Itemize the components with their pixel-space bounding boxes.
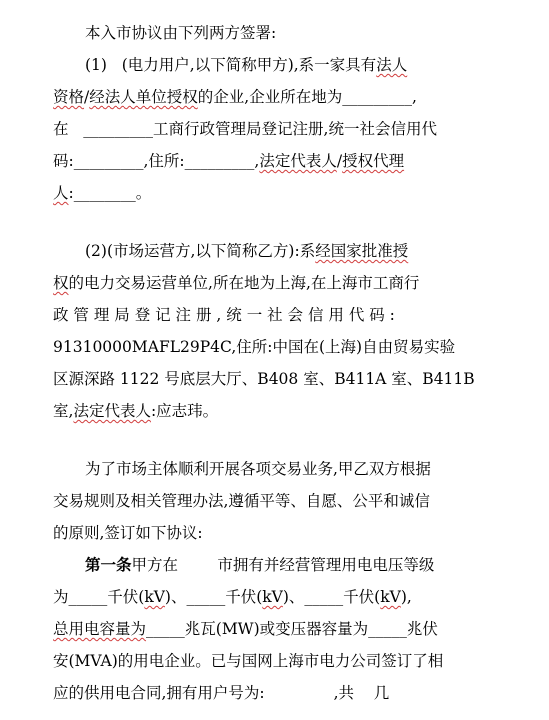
party-a-line-2 bbox=[53, 87, 417, 107]
party-b-line-3: 政 管 理 局 登 记 注 册 , 统 一 社 会 信 用 代 码 : bbox=[53, 306, 395, 324]
spellcheck-marked-text: 权 bbox=[53, 274, 69, 292]
text: ), bbox=[400, 588, 412, 606]
text: :________。 bbox=[68, 184, 152, 202]
spellcheck-marked-text: kV bbox=[144, 588, 165, 606]
spellcheck-marked-text: 法人 bbox=[376, 56, 408, 74]
purpose-line-2: 交易规则及相关管理办法,遵循平等、自愿、公平和诚信 bbox=[53, 492, 430, 510]
spellcheck-marked-text: 经法人单位授权 bbox=[89, 88, 198, 106]
article-1-line-5: 应的供用电合同,拥有用户号为: ,共 几 bbox=[53, 684, 390, 702]
text: 码:_________,住所:_________, bbox=[53, 152, 260, 170]
party-a-line-3: 在 _________工商行政管理局登记注册,统一社会信用代 bbox=[53, 120, 437, 138]
text: 为_____千伏( bbox=[53, 588, 145, 606]
spellcheck-marked-text: kV bbox=[262, 588, 283, 606]
text: (2)(市场运营方,以下简称乙方):系 bbox=[85, 242, 316, 260]
text: 的企业,企业所在地为_________, bbox=[197, 88, 417, 106]
text: / bbox=[336, 152, 343, 170]
text: 甲方在 市拥有并经营管理用电电压等级 bbox=[131, 556, 435, 574]
text: _____兆瓦(MW)或变压器容量为_____兆伏 bbox=[146, 620, 438, 638]
party-b-line-5: 区源深路 1122 号底层大厅、B408 室、B411A 室、B411B bbox=[53, 370, 475, 388]
text: )、_____千伏( bbox=[282, 588, 381, 606]
party-b-line-4: 91310000MAFL29P4C,住所:中国在(上海)自由贸易实验 bbox=[53, 338, 456, 356]
purpose-line-3: 的原则,签订如下协议: bbox=[53, 524, 203, 542]
purpose-line-1: 为了市场主体顺利开展各项交易业务,甲乙双方根据 bbox=[85, 460, 431, 478]
article-1-line-1 bbox=[85, 555, 434, 575]
text: / bbox=[84, 88, 90, 106]
spellcheck-marked-text: 总用电容量为 bbox=[53, 620, 147, 638]
party-a-line-5 bbox=[53, 183, 151, 203]
party-a-line-1 bbox=[85, 55, 407, 75]
text: 的电力交易运营单位,所在地为上海,在上海市工商行 bbox=[68, 274, 420, 292]
party-b-line-6 bbox=[53, 401, 218, 421]
article-heading: 第一条 bbox=[85, 555, 132, 574]
spellcheck-marked-text: kV bbox=[380, 588, 401, 606]
article-1-line-2 bbox=[53, 587, 412, 607]
spellcheck-marked-text: 授权代理 bbox=[342, 152, 405, 170]
spellcheck-marked-text: 法定代表人 bbox=[73, 402, 151, 420]
text: (1) (电力用户,以下简称甲方),系一家具有 bbox=[85, 56, 377, 74]
spellcheck-marked-text: 法定代表人 bbox=[259, 152, 337, 170]
spellcheck-marked-text: 人 bbox=[53, 184, 69, 202]
text: :应志玮。 bbox=[150, 402, 219, 420]
party-b-line-1 bbox=[85, 241, 408, 261]
article-1-line-3 bbox=[53, 619, 438, 639]
spellcheck-marked-text: 资格 bbox=[53, 88, 85, 106]
party-a-line-4 bbox=[53, 151, 404, 171]
text: )、_____千伏( bbox=[164, 588, 263, 606]
party-b-line-2 bbox=[53, 273, 419, 293]
text: 室, bbox=[53, 402, 74, 420]
preamble: 本入市协议由下列两方签署: bbox=[85, 24, 277, 42]
spellcheck-marked-text: 经国家批准授 bbox=[315, 242, 409, 260]
article-1-line-4: 安(MVA)的用电企业。已与国网上海市电力公司签订了相 bbox=[53, 652, 444, 670]
